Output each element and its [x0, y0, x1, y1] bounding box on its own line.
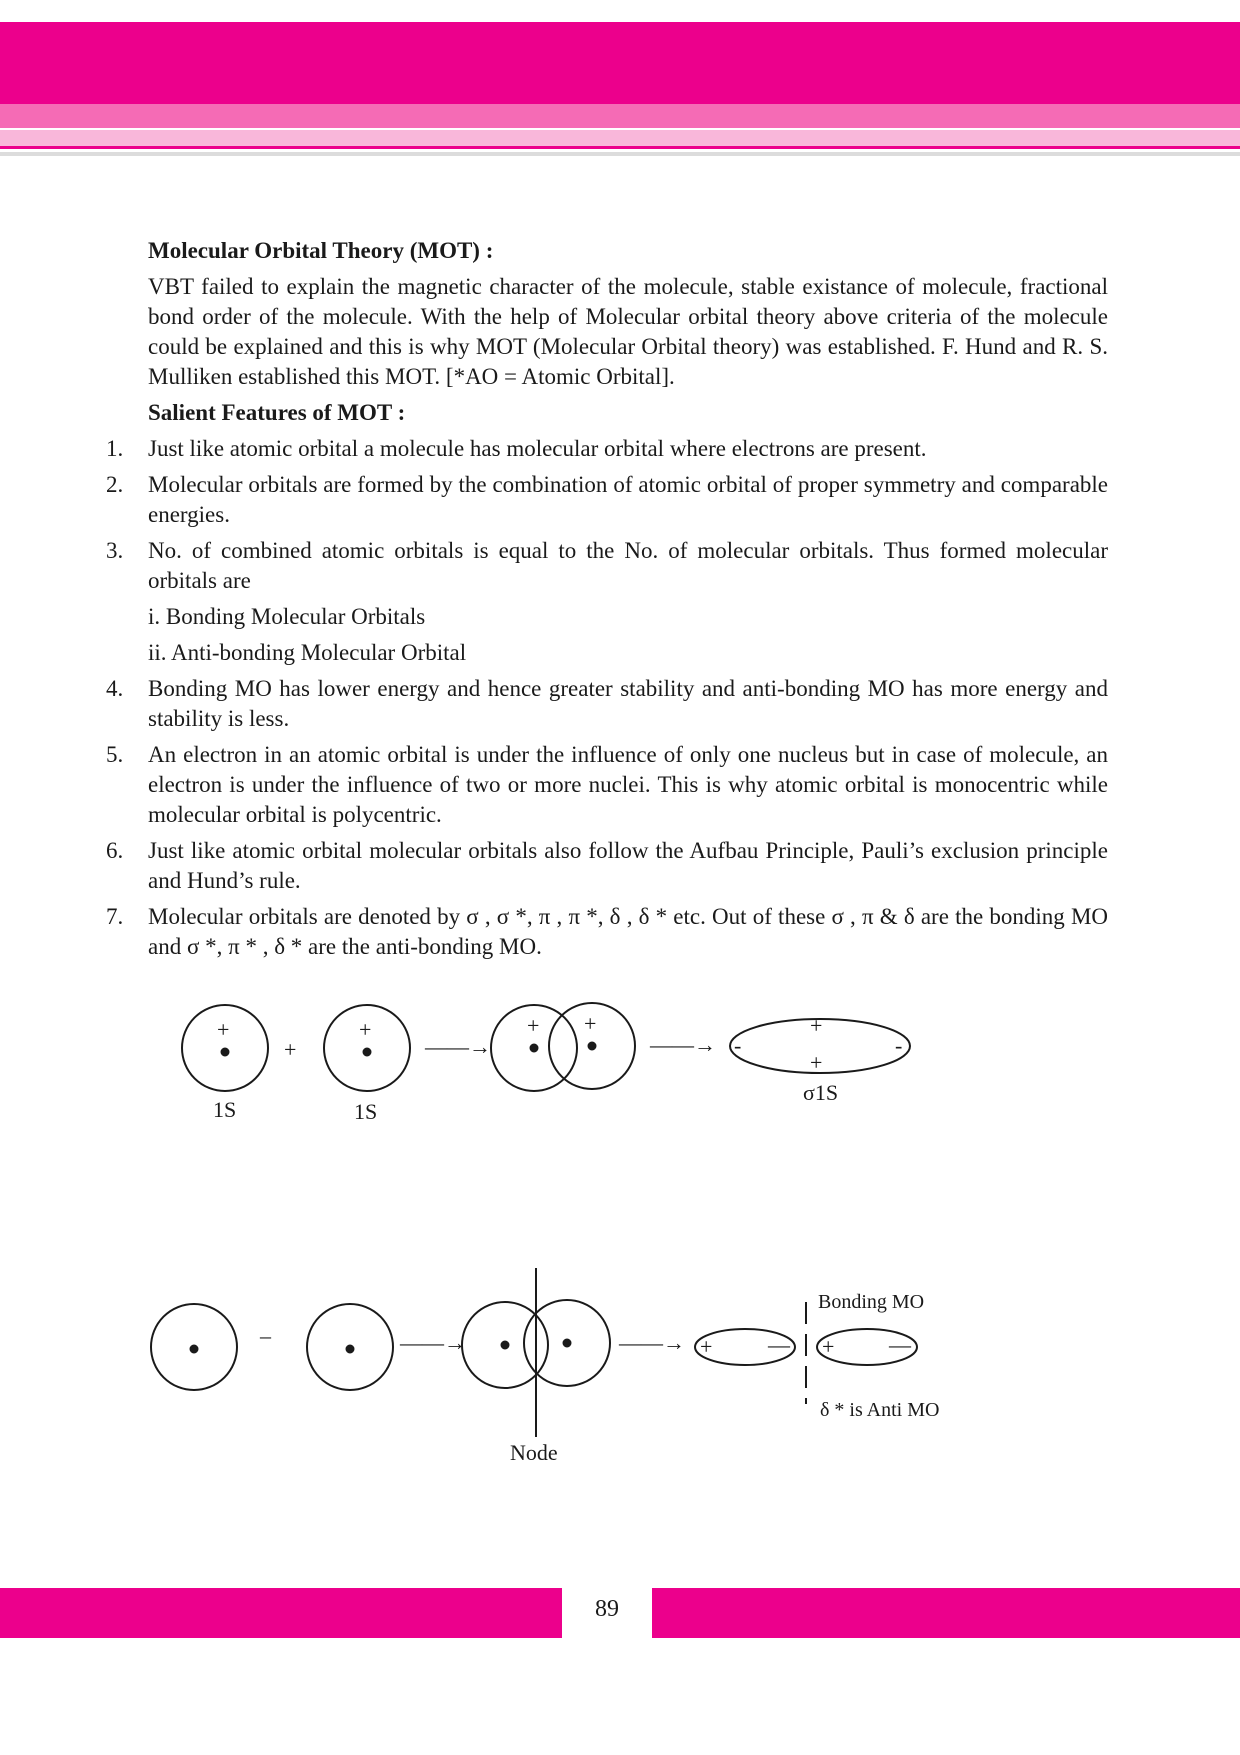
- item-number: 3.: [106, 538, 124, 563]
- item-number: 1.: [106, 436, 124, 461]
- diagram-antibonding: [151, 1268, 917, 1437]
- orbital-label-1s: 1S: [354, 1099, 378, 1124]
- plus-sign: +: [527, 1013, 540, 1038]
- nucleus-dot: [222, 1049, 229, 1056]
- nucleus-dot: [191, 1346, 198, 1353]
- minus-operator: –: [260, 1323, 271, 1348]
- arrow: ——→: [650, 1032, 716, 1057]
- minus-sign: -: [734, 1033, 742, 1058]
- nucleus-dot: [564, 1340, 571, 1347]
- arrow: ——→: [619, 1330, 685, 1355]
- orbital-label-sigma1s: σ1S: [803, 1080, 839, 1105]
- nucleus-dot: [364, 1049, 371, 1056]
- item-text: Bonding MO has lower energy and hence greater stability and anti-bonding MO has more energy and stability is less.: [148, 676, 1108, 731]
- item-number: 4.: [106, 676, 124, 701]
- page-number: 89: [595, 1596, 619, 1622]
- minus-sign: —: [889, 1332, 911, 1357]
- item-number: 5.: [106, 742, 124, 767]
- item-number: 6.: [106, 838, 124, 863]
- plus-sign: +: [584, 1011, 597, 1036]
- item-text: Just like atomic orbital molecular orbitals also follow the Aufbau Principle, Pauli’s exclusion principle and Hund’s rule.: [148, 838, 1108, 893]
- nucleus-dot: [531, 1045, 538, 1052]
- minus-sign: -: [895, 1033, 903, 1058]
- plus-sign: +: [822, 1334, 835, 1359]
- item-text: No. of combined atomic orbitals is equal to the No. of molecular orbitals. Thus formed molecular orbitals are: [148, 538, 1108, 593]
- orbital-label-1s: 1S: [213, 1097, 237, 1122]
- anti-mo-label: δ * is Anti MO: [820, 1399, 940, 1421]
- nucleus-dot: [502, 1342, 509, 1349]
- minus-sign: —: [768, 1332, 790, 1357]
- sub-item: i. Bonding Molecular Orbitals: [148, 604, 426, 629]
- plus-sign: +: [810, 1013, 823, 1038]
- plus-sign: +: [359, 1017, 372, 1042]
- item-number: 2.: [106, 472, 124, 497]
- bonding-mo-label: Bonding MO: [818, 1291, 925, 1313]
- plus-operator: +: [284, 1037, 297, 1062]
- plus-sign: +: [217, 1017, 230, 1042]
- arrow: ——→: [425, 1034, 491, 1059]
- item-number: 7.: [106, 904, 124, 929]
- nucleus-dot: [589, 1043, 596, 1050]
- intro-paragraph: VBT failed to explain the magnetic character of the molecule, stable existance of molecule, fractional bond order of the molecule. With the help of Molecular orbital theory above criteria of the molecule could be explained and this is why MOT (Molecular Orbital theory) was established. F. Hund and R. S. Mulliken established this MOT. [*AO = Atomic Orbital].: [148, 274, 1108, 389]
- footer-band-right: [652, 1588, 1240, 1638]
- item-text: An electron in an atomic orbital is under the influence of only one nucleus but in case of molecule, an electron is under the influence of two or more nuclei. This is why atomic orbital is monocentric while molecular orbital is polycentric.: [148, 742, 1108, 827]
- item-text: Just like atomic orbital a molecule has molecular orbital where electrons are present.: [148, 436, 927, 461]
- plus-sign: +: [700, 1334, 713, 1359]
- nucleus-dot: [347, 1346, 354, 1353]
- node-label: Node: [510, 1440, 558, 1465]
- item-text: Molecular orbitals are denoted by σ , σ *, π , π *, δ , δ * etc. Out of these σ , π & δ are the bonding MO and σ *, π * , δ * are the anti-bonding MO.: [148, 904, 1108, 959]
- sub-item: ii. Anti-bonding Molecular Orbital: [148, 640, 467, 665]
- features-heading: Salient Features of MOT :: [148, 400, 406, 425]
- footer-band-left: [0, 1588, 562, 1638]
- section-heading: Molecular Orbital Theory (MOT) :: [148, 238, 494, 263]
- arrow: ——→: [400, 1330, 466, 1355]
- item-text: Molecular orbitals are formed by the combination of atomic orbital of proper symmetry and comparable energies.: [148, 472, 1108, 527]
- plus-sign: +: [810, 1050, 823, 1075]
